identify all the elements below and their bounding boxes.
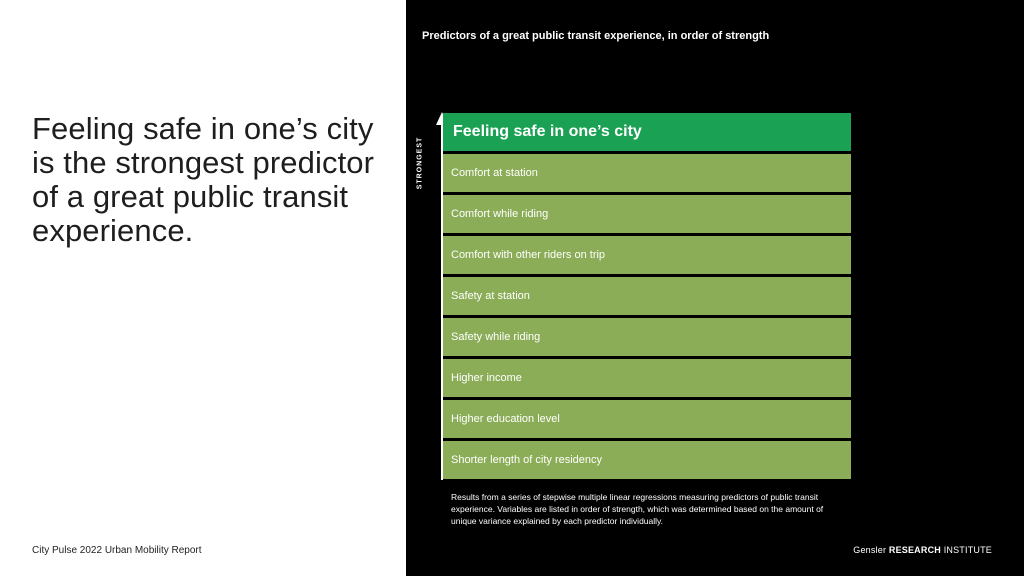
brand-institute: INSTITUTE xyxy=(943,545,992,555)
predictor-bar: Comfort while riding xyxy=(443,195,851,233)
predictor-bar: Higher income xyxy=(443,359,851,397)
predictor-bar: Higher education level xyxy=(443,400,851,438)
predictor-bar: Safety at station xyxy=(443,277,851,315)
left-panel xyxy=(0,0,406,576)
predictor-list xyxy=(443,113,851,482)
brand-logo xyxy=(853,545,992,555)
predictor-bar: Comfort at station xyxy=(443,154,851,192)
brand-research: RESEARCH xyxy=(888,545,941,555)
footnote: Results from a series of stepwise multiple linear regressions measuring predictors of public transit experience. Variables are listed in order of strength, which was determined based on the amount of unique variance explained by each predictor individually. xyxy=(451,492,824,526)
predictor-bar: Feeling safe in one’s city xyxy=(443,113,851,151)
chart-title: Predictors of a great public transit experience, in order of strength xyxy=(422,30,770,42)
predictor-bar: Comfort with other riders on trip xyxy=(443,236,851,274)
right-panel xyxy=(406,0,1024,576)
predictor-bar: Shorter length of city residency xyxy=(443,441,851,479)
axis-label: STRONGEST xyxy=(416,136,424,190)
predictor-bar: Safety while riding xyxy=(443,318,851,356)
source-label: City Pulse 2022 Urban Mobility Report xyxy=(32,545,202,556)
headline: Feeling safe in one’s city is the strongest predictor of a great public transit experience. xyxy=(32,111,375,248)
brand-name: Gensler xyxy=(853,545,887,555)
